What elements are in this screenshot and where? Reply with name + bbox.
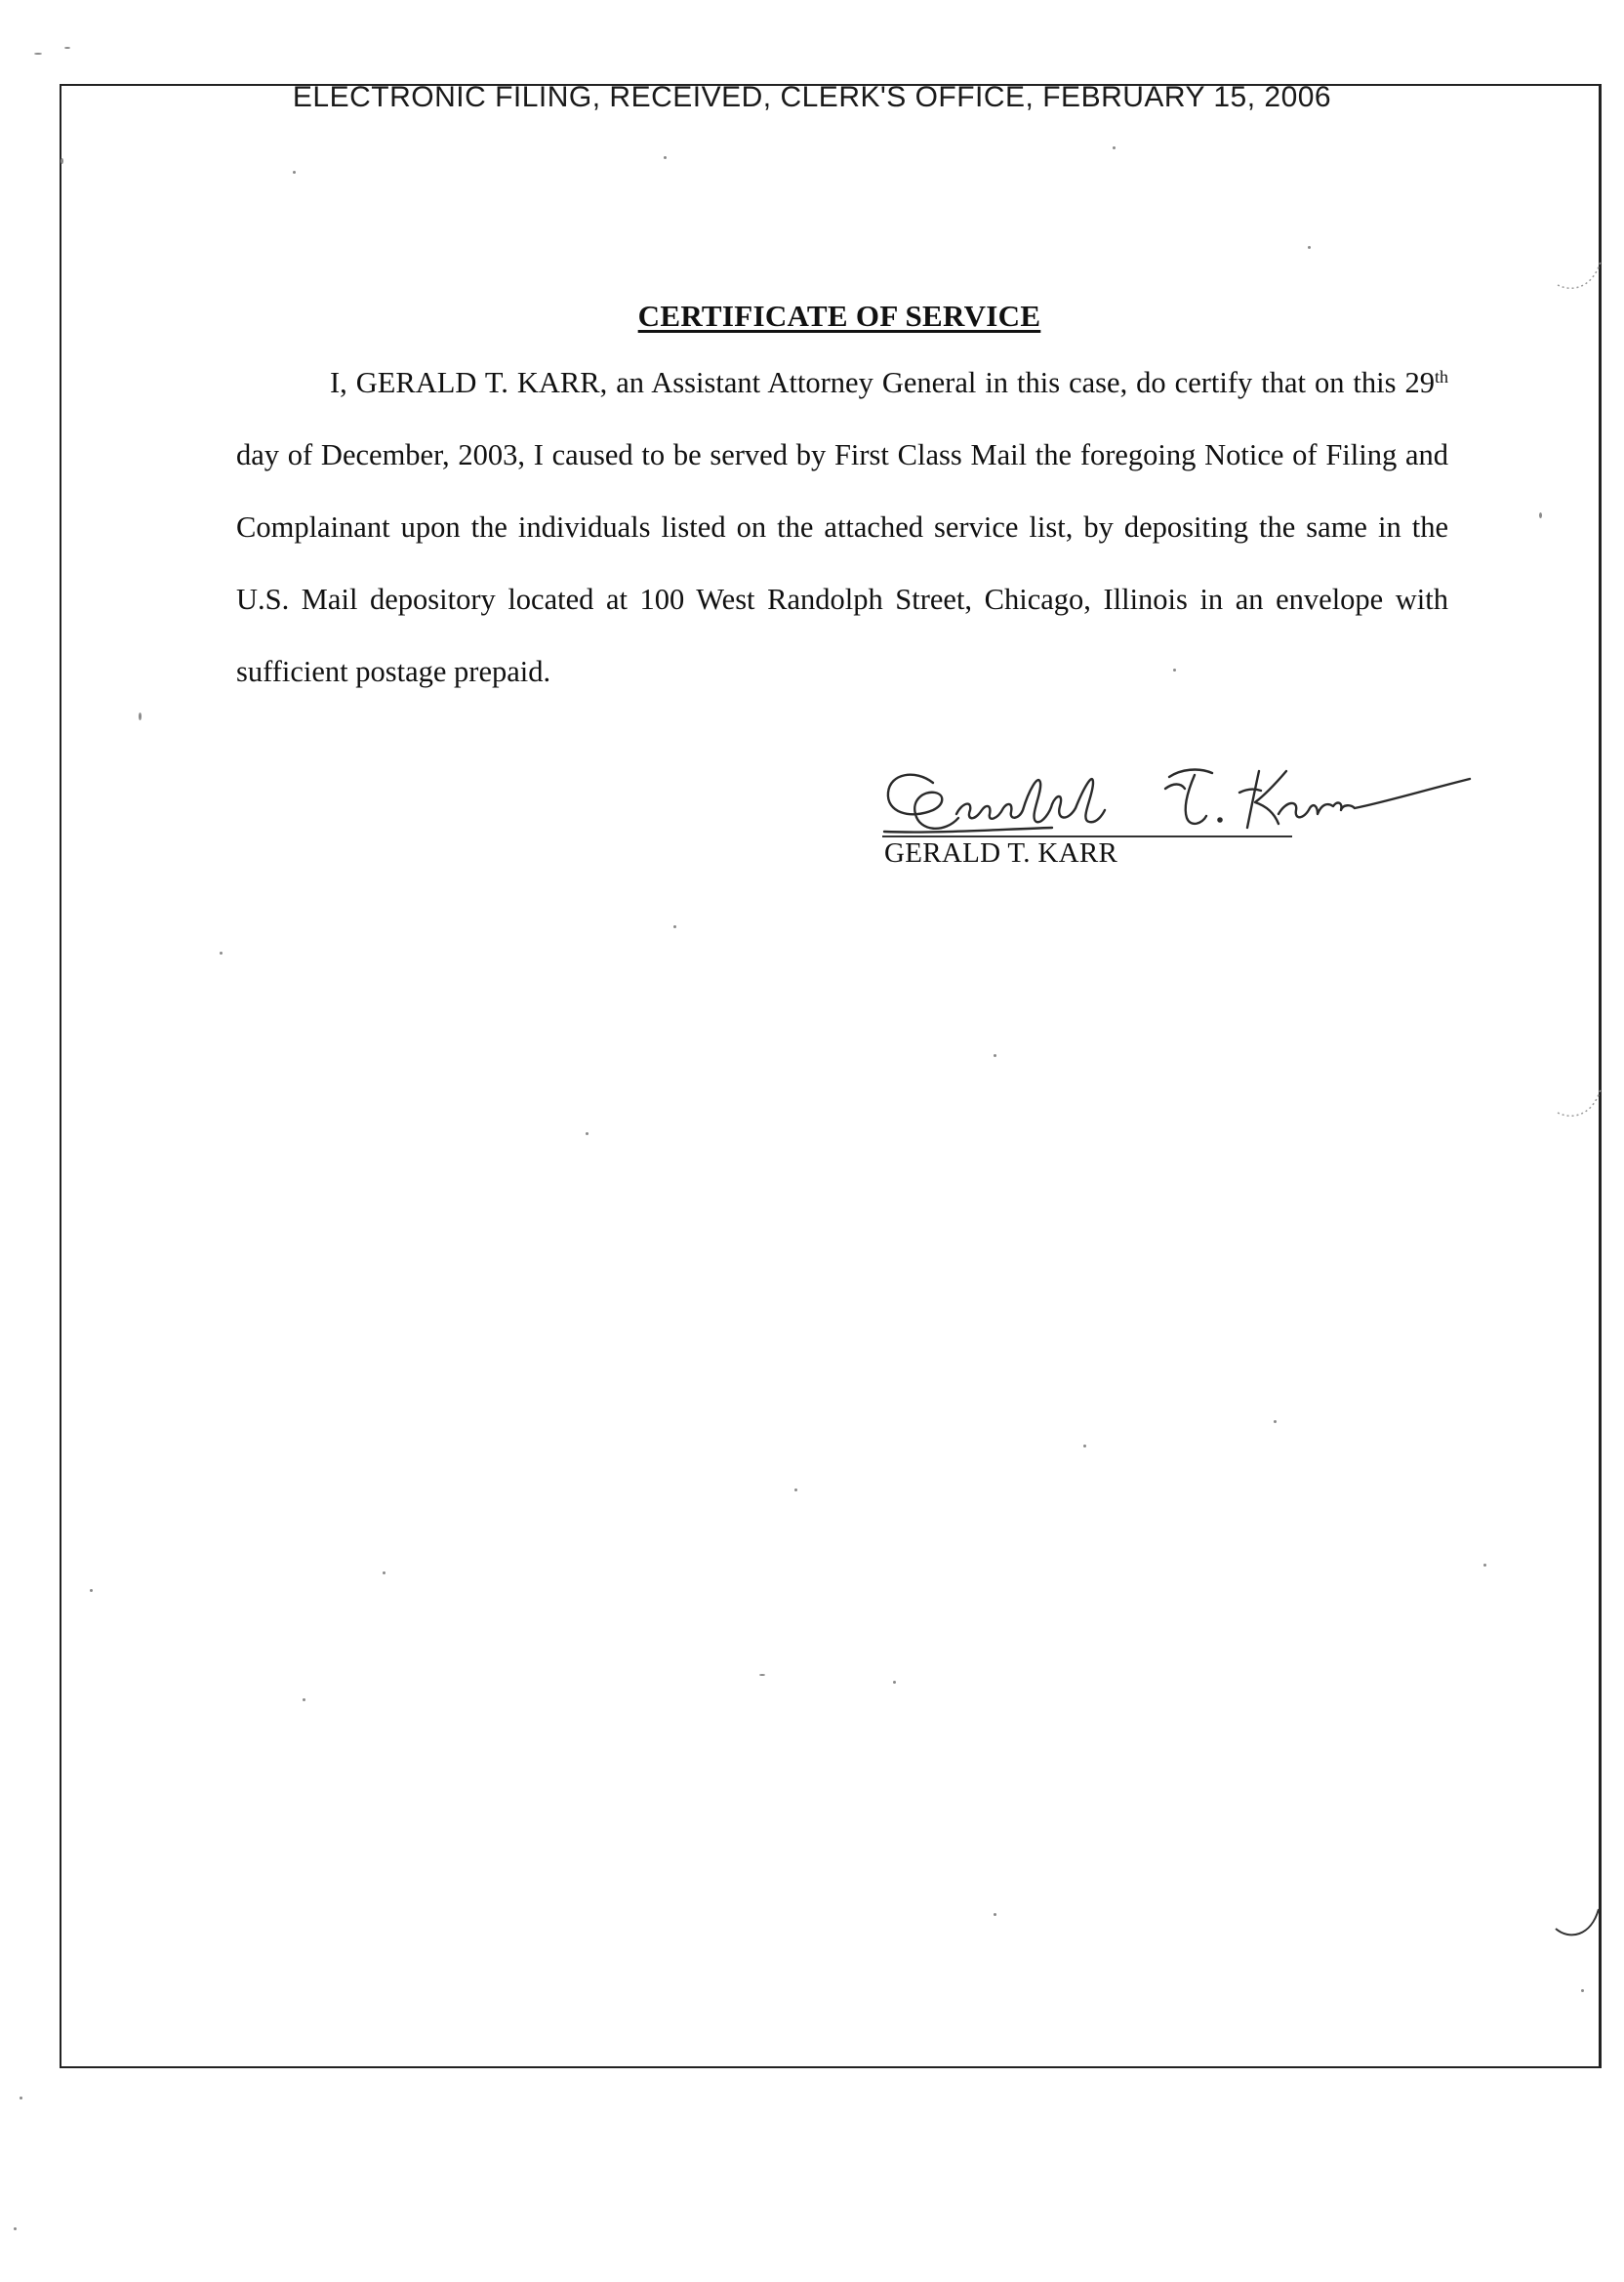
signer-printed-name: GERALD T. KARR <box>884 837 1118 869</box>
certificate-title: CERTIFICATE OF SERVICE <box>637 299 1041 333</box>
body-line-4: U.S. Mail depository located at 100 West Randolph Street, Chicago, Illinois in an envelope with <box>236 583 1448 616</box>
certificate-body <box>236 346 1448 708</box>
body-line-5: sufficient postage prepaid. <box>236 655 551 688</box>
ordinal-suffix: th <box>1434 367 1448 387</box>
electronic-filing-stamp: ELECTRONIC FILING, RECEIVED, CLERK'S OFFICE, FEBRUARY 15, 2006 <box>292 81 1332 113</box>
body-line-1-text: I, GERALD T. KARR, an Assistant Attorney General in this case, do certify that on this 29 <box>330 366 1435 399</box>
body-line-3: Complainant upon the individuals listed on the attached service list, by depositing the same in the <box>236 510 1448 544</box>
body-line-2: day of December, 2003, I caused to be served by First Class Mail the foregoing Notice of Filing and <box>236 438 1448 471</box>
body-line-1 <box>236 346 1448 419</box>
